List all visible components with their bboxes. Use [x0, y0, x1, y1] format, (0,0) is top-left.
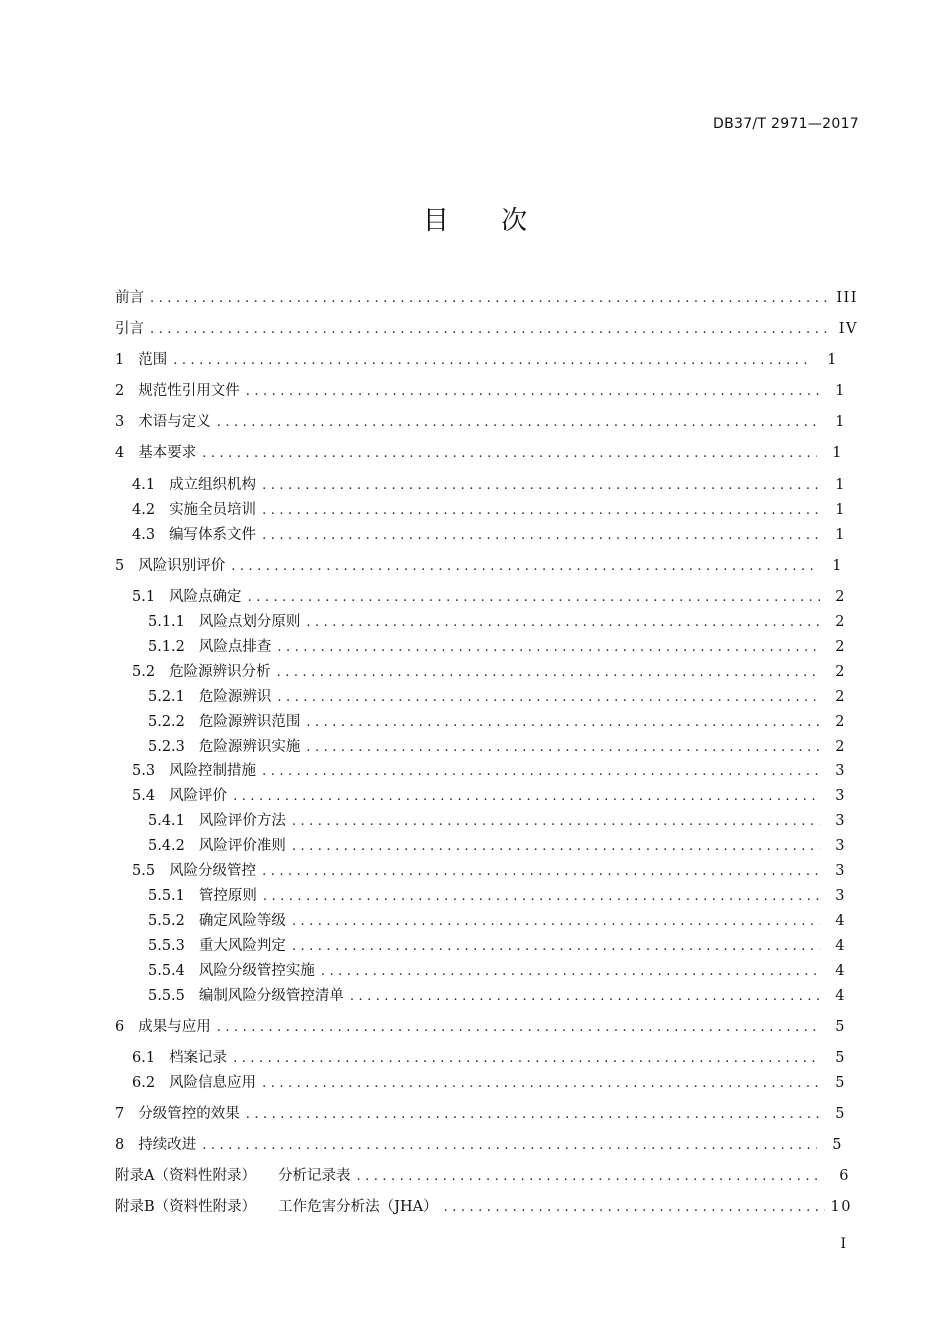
toc-entry[interactable]: [115, 287, 858, 309]
toc-leader-dots: [277, 637, 820, 658]
toc-entry-page: 2: [835, 614, 846, 630]
toc-entry-title: 编制风险分级管控清单: [198, 988, 344, 1004]
toc-entry-title: 成果与应用: [138, 1019, 211, 1035]
toc-entry[interactable]: [115, 1103, 846, 1125]
toc-entry[interactable]: [148, 960, 846, 982]
toc-entry[interactable]: [148, 985, 846, 1007]
toc-leader-dots: [248, 587, 820, 608]
toc-entry-page: 5: [835, 1106, 846, 1122]
toc-entry-title: 分析记录表: [277, 1168, 351, 1184]
toc-entry-number: 7: [115, 1106, 125, 1122]
toc-leader-dots: [292, 811, 820, 832]
toc-entry-number: 5.2.3: [148, 739, 185, 755]
toc-entry-number: 附录A（资料性附录）: [115, 1168, 256, 1184]
toc-entry-page: 1: [832, 445, 843, 461]
toc-entry-title: 危险源辨识: [198, 689, 272, 705]
toc-entry[interactable]: [115, 442, 843, 464]
toc-leader-dots: [150, 319, 832, 340]
toc-entry-page: 1: [835, 414, 846, 430]
toc-entry-number: 5.3: [132, 763, 156, 779]
toc-leader-dots: [262, 761, 820, 782]
toc-entry-number: 附录B（资料性附录）: [115, 1199, 257, 1215]
toc-leader-dots: [444, 1197, 825, 1218]
toc-entry[interactable]: [115, 411, 846, 433]
toc-entry-title: 范围: [138, 352, 168, 368]
toc-leader-dots: [356, 1166, 824, 1187]
toc-leader-dots: [231, 556, 817, 577]
toc-entry-title: 风险控制措施: [169, 763, 257, 779]
toc-entry-number: 5.4: [132, 788, 156, 804]
toc-entry[interactable]: [132, 760, 846, 782]
toc-leader-dots: [202, 1135, 817, 1156]
toc-entry-title: 风险点确定: [169, 589, 242, 605]
toc-leader-dots: [262, 1073, 820, 1094]
toc-leader-dots: [263, 886, 820, 907]
toc-entry-page: 4: [835, 938, 846, 954]
toc-leader-dots: [321, 961, 820, 982]
toc-entry-title: 实施全员培训: [169, 502, 257, 518]
toc-leader-dots: [306, 712, 820, 733]
toc-entry[interactable]: [115, 349, 838, 371]
toc-entry-page: 4: [835, 913, 846, 929]
toc-entry-number: 4.2: [132, 502, 156, 518]
toc-entry-number: 前言: [115, 290, 144, 306]
toc-entry[interactable]: [115, 318, 858, 340]
toc-entry-page: 1: [835, 477, 846, 493]
toc-entry-title: 分级管控的效果: [138, 1106, 240, 1122]
toc-entry-title: 档案记录: [169, 1050, 228, 1066]
toc-entry-page: 10: [830, 1199, 852, 1215]
toc-entry-page: 2: [835, 739, 846, 755]
toc-leader-dots: [233, 786, 820, 807]
toc-leader-dots: [292, 911, 820, 932]
toc-entry[interactable]: [148, 810, 846, 832]
toc-entry-number: 6.1: [132, 1050, 156, 1066]
toc-entry[interactable]: [132, 499, 846, 521]
toc-entry-page: IV: [838, 321, 858, 337]
toc-entry[interactable]: [115, 380, 846, 402]
toc-entry-number: 6: [115, 1019, 125, 1035]
toc-leader-dots: [202, 443, 817, 464]
toc-entry-title: 风险评价准则: [198, 838, 286, 854]
toc-entry-page: 1: [835, 502, 846, 518]
toc-entry-page: 3: [835, 838, 846, 854]
toc-entry-title: 重大风险判定: [198, 938, 286, 954]
toc-entry-number: 5: [115, 558, 125, 574]
toc-entry-number: 1: [115, 352, 125, 368]
toc-entry-number: 5.4.2: [148, 838, 185, 854]
toc-leader-dots: [246, 381, 820, 402]
toc-entry-number: 5.1: [132, 589, 156, 605]
toc-leader-dots: [262, 525, 820, 546]
toc-leader-dots: [350, 986, 820, 1007]
toc-entry-title: 规范性引用文件: [138, 383, 240, 399]
toc-entry-page: III: [836, 290, 858, 306]
toc-entry[interactable]: [148, 636, 846, 658]
document-code: DB37/T 2971—2017: [713, 116, 859, 132]
toc-entry-title: 成立组织机构: [169, 477, 257, 493]
toc-entry-title: 风险分级管控: [169, 863, 257, 879]
toc-entry-title: 危险源辨识实施: [198, 739, 301, 755]
toc-entry-page: 2: [835, 639, 846, 655]
toc-entry-title: 持续改进: [138, 1137, 197, 1153]
toc-entry-page: 5: [835, 1050, 846, 1066]
toc-entry[interactable]: [148, 935, 846, 957]
toc-entry-title: 风险分级管控实施: [198, 963, 315, 979]
toc-entry-number: 5.4.1: [148, 813, 185, 829]
toc-entry[interactable]: [115, 555, 843, 577]
toc-entry-title: 基本要求: [138, 445, 197, 461]
toc-entry-page: 5: [835, 1075, 846, 1091]
toc-entry-page: 5: [832, 1137, 843, 1153]
toc-entry-number: 5.1.1: [148, 614, 185, 630]
toc-entry[interactable]: [132, 474, 846, 496]
toc-leader-dots: [233, 1048, 820, 1069]
page-number: I: [840, 1236, 846, 1252]
toc-entry-number: 5.5: [132, 863, 156, 879]
toc-entry[interactable]: [148, 885, 846, 907]
toc-entry-title: 危险源辨识范围: [198, 714, 301, 730]
toc-leader-dots: [150, 288, 830, 309]
toc-entry[interactable]: [132, 661, 846, 683]
toc-entry[interactable]: [115, 1165, 850, 1187]
toc-leader-dots: [246, 1104, 820, 1125]
toc-entry-title: 术语与定义: [138, 414, 211, 430]
toc-leader-dots: [277, 687, 820, 708]
toc-leader-dots: [262, 861, 820, 882]
toc-entry-number: 4.1: [132, 477, 156, 493]
toc-entry[interactable]: [148, 835, 846, 857]
toc-entry-number: 8: [115, 1137, 125, 1153]
toc-entry-number: 5.2.1: [148, 689, 185, 705]
toc-entry-page: 3: [835, 888, 846, 904]
toc-leader-dots: [262, 500, 820, 521]
toc-leader-dots: [217, 1017, 820, 1038]
toc-entry[interactable]: [132, 785, 846, 807]
toc-entry[interactable]: [132, 860, 846, 882]
toc-entry-page: 3: [835, 863, 846, 879]
toc-entry-page: 3: [835, 763, 846, 779]
toc-leader-dots: [292, 836, 820, 857]
toc-leader-dots: [262, 475, 820, 496]
toc-entry[interactable]: [115, 1016, 846, 1038]
toc-entry-title: 工作危害分析法（JHA）: [278, 1199, 438, 1215]
toc-entry-page: 3: [835, 813, 846, 829]
toc-entry-page: 1: [827, 352, 838, 368]
toc-entry-page: 2: [835, 714, 846, 730]
toc-leader-dots: [306, 737, 820, 758]
toc-entry-number: 6.2: [132, 1075, 156, 1091]
toc-entry-page: 4: [835, 988, 846, 1004]
toc-entry-title: 编写体系文件: [169, 527, 257, 543]
toc-entry-page: 4: [835, 963, 846, 979]
toc-entry-page: 5: [835, 1019, 846, 1035]
toc-leader-dots: [306, 612, 820, 633]
toc-entry-page: 1: [835, 527, 846, 543]
toc-entry-number: 2: [115, 383, 125, 399]
toc-entry-number: 4.3: [132, 527, 156, 543]
toc-entry-page: 1: [835, 383, 846, 399]
toc-leader-dots: [292, 936, 820, 957]
page-title: 目 次: [422, 206, 550, 236]
toc-entry-page: 1: [832, 558, 843, 574]
toc-entry[interactable]: [132, 524, 846, 546]
toc-entry-title: 管控原则: [198, 888, 257, 904]
toc-entry-number: 引言: [115, 321, 144, 337]
toc-leader-dots: [277, 662, 820, 683]
toc-entry[interactable]: [132, 1047, 846, 1069]
toc-entry-number: 5.1.2: [148, 639, 185, 655]
toc-entry[interactable]: [115, 1134, 843, 1156]
toc-entry-page: 2: [835, 589, 846, 605]
toc-entry-title: 风险评价方法: [198, 813, 286, 829]
toc-entry-title: 确定风险等级: [198, 913, 286, 929]
toc-leader-dots: [217, 412, 820, 433]
toc-entry-page: 6: [839, 1168, 850, 1184]
toc-entry-number: 5.5.4: [148, 963, 185, 979]
toc-entry-title: 风险信息应用: [169, 1075, 257, 1091]
toc-entry-number: 3: [115, 414, 125, 430]
toc-entry-number: 5.5.3: [148, 938, 185, 954]
toc-entry-number: 5.5.1: [148, 888, 185, 904]
toc-entry-page: 2: [835, 664, 846, 680]
toc-entry[interactable]: [132, 1072, 846, 1094]
toc-entry-number: 5.2: [132, 664, 156, 680]
toc-leader-dots: [173, 350, 812, 371]
toc-entry[interactable]: [148, 611, 846, 633]
toc-entry-title: 风险评价: [169, 788, 228, 804]
toc-entry[interactable]: [148, 686, 846, 708]
toc-entry-number: 5.5.5: [148, 988, 185, 1004]
toc-entry-title: 风险识别评价: [138, 558, 226, 574]
toc-entry[interactable]: [115, 1196, 852, 1218]
toc-entry[interactable]: [148, 711, 846, 733]
toc-entry-number: 5.2.2: [148, 714, 185, 730]
toc-entry-number: 5.5.2: [148, 913, 185, 929]
toc-entry[interactable]: [132, 586, 846, 608]
toc-entry[interactable]: [148, 736, 846, 758]
toc-entry-page: 3: [835, 788, 846, 804]
toc-entry-title: 危险源辨识分析: [169, 664, 271, 680]
toc-entry-page: 2: [835, 689, 846, 705]
toc-entry-title: 风险点排查: [198, 639, 272, 655]
toc-entry-title: 风险点划分原则: [198, 614, 301, 630]
toc-entry-number: 4: [115, 445, 125, 461]
toc-entry[interactable]: [148, 910, 846, 932]
